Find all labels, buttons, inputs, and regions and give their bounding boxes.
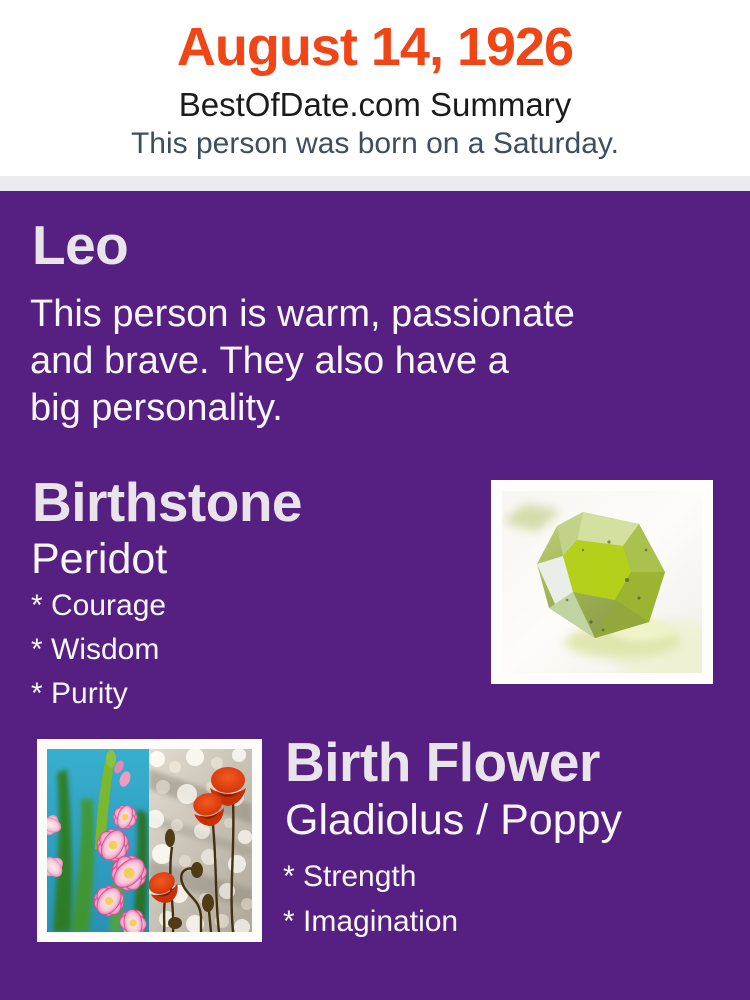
peridot-gem-illustration bbox=[491, 480, 713, 684]
section-divider bbox=[0, 176, 750, 191]
birth-flower-trait: * Imagination bbox=[283, 905, 459, 938]
birth-flower-name: Gladiolus / Poppy bbox=[285, 796, 623, 844]
birthstone-heading: Birthstone bbox=[32, 471, 302, 533]
birth-flower-heading: Birth Flower bbox=[285, 731, 600, 793]
gladiolus-half bbox=[39, 749, 150, 939]
zodiac-description-line: This person is warm, passionate bbox=[30, 293, 575, 335]
zodiac-sign-heading: Leo bbox=[32, 214, 129, 276]
zodiac-description-line: big personality. bbox=[30, 387, 283, 429]
birthstone-trait: * Courage bbox=[31, 589, 167, 622]
site-summary-title: BestOfDate.com Summary bbox=[178, 86, 572, 123]
birthstone-trait: * Purity bbox=[31, 677, 128, 710]
birthstone-traits bbox=[31, 584, 166, 716]
poppy-half bbox=[144, 748, 253, 935]
birth-flower-traits bbox=[283, 854, 458, 944]
zodiac-description bbox=[30, 291, 575, 432]
peridot-photo bbox=[491, 480, 713, 684]
date-title: August 14, 1926 bbox=[176, 17, 574, 77]
gladiolus-poppy-illustration bbox=[37, 739, 262, 942]
birth-flower-photo bbox=[37, 739, 262, 942]
birthstone-name: Peridot bbox=[31, 535, 168, 583]
zodiac-description-line: and brave. They also have a bbox=[30, 340, 509, 382]
birthstone-trait: * Wisdom bbox=[31, 633, 160, 666]
summary-panel bbox=[0, 191, 750, 1000]
birth-flower-trait: * Strength bbox=[283, 860, 417, 893]
born-day-text: This person was born on a Saturday. bbox=[130, 127, 620, 160]
